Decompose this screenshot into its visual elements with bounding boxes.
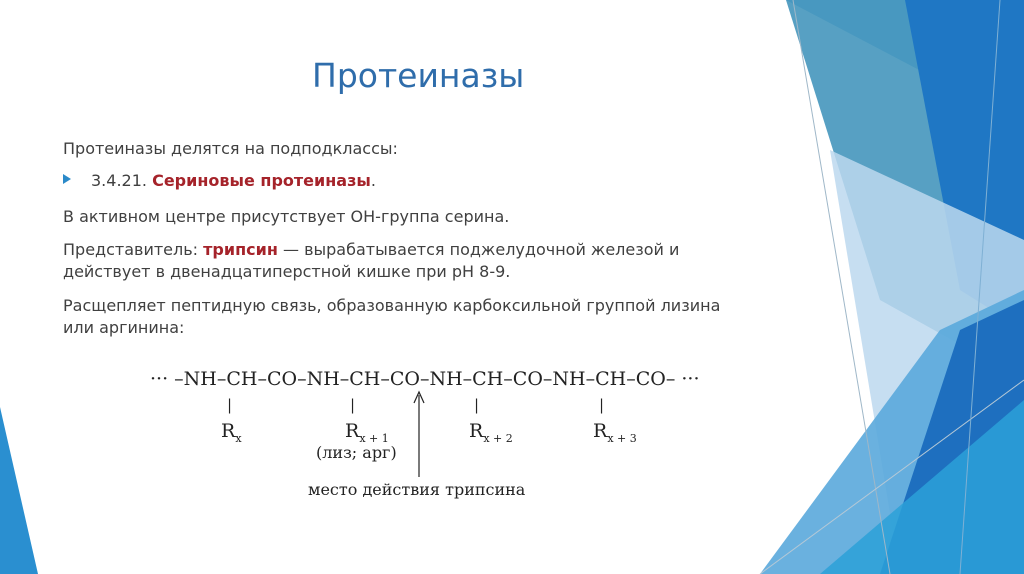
substituent-1: $R_x$: [221, 420, 242, 445]
bond-2: |: [350, 396, 356, 414]
representative-lead: Представитель:: [63, 240, 204, 259]
peptide-chain: ··· –NH–CH–CO–NH–CH–CO–NH–CH–CO–NH–CH–CO– ···: [150, 368, 700, 390]
representative-rest: — вырабатывается поджелудочной железой и: [277, 240, 680, 259]
intro-text: Протеиназы делятся на подподклассы:: [63, 139, 398, 158]
substituent-2: $R_{x + 1}$: [345, 420, 389, 445]
bond-3: |: [474, 396, 480, 414]
active-center-text: В активном центре присутствует ОН-группа серина.: [63, 207, 510, 226]
cleaves-line-2: или аргинина:: [63, 318, 185, 337]
cleavage-site-label: место действия трипсина: [308, 480, 526, 499]
substituent-4: $R_{x + 3}$: [593, 420, 637, 445]
bullet-end: .: [370, 171, 376, 190]
bullet-number: 3.4.21.: [91, 171, 147, 190]
substituent-3: $R_{x + 2}$: [469, 420, 513, 445]
lys-arg-label: (лиз; арг): [316, 443, 397, 462]
page-title: Протеиназы: [312, 56, 525, 95]
bond-1: |: [227, 396, 233, 414]
representative-name: трипсин: [203, 240, 278, 259]
representative-line-2: действует в двенадцатиперстной кишке при pH 8-9.: [63, 262, 511, 281]
bond-4: |: [599, 396, 605, 414]
cleaves-line-1: Расщепляет пептидную связь, образованную карбоксильной группой лизина: [63, 296, 721, 315]
bullet-name: Сериновые протеиназы: [152, 171, 371, 190]
